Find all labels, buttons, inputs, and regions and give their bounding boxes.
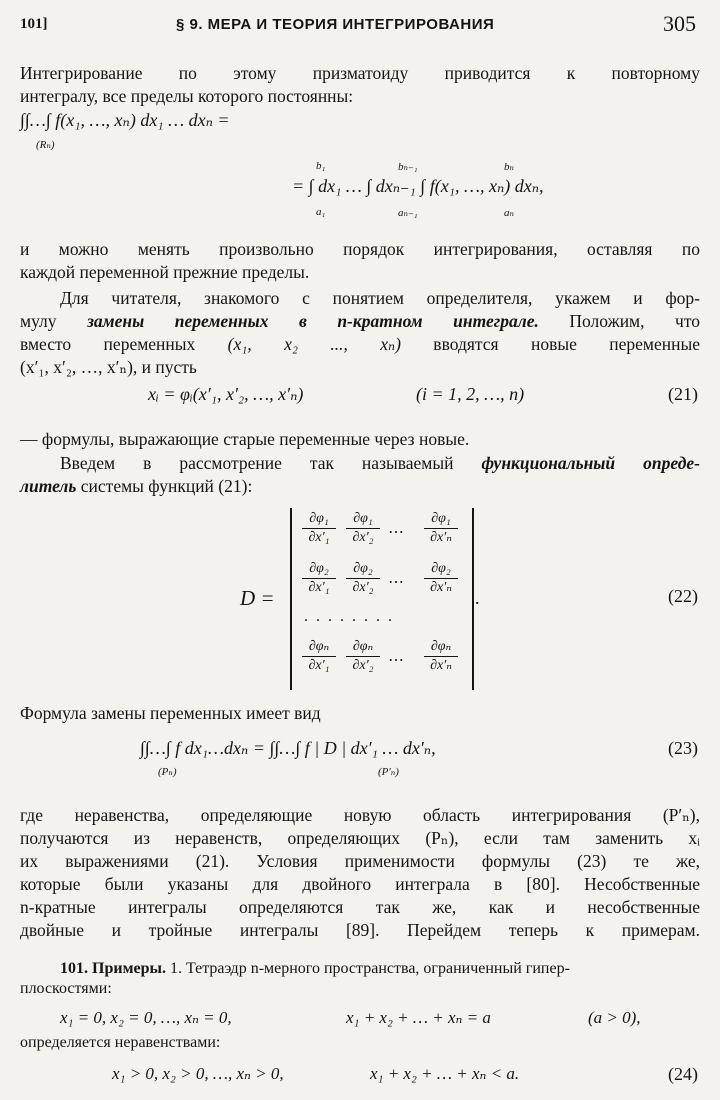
page-number: 305 (663, 11, 696, 36)
ellipsis: ⋯ (388, 524, 404, 541)
paragraph-line: получаются из неравенств, определяющих (Pₙ), если там заменить xᵢ (20, 828, 700, 848)
equation-number: (21) (668, 384, 698, 404)
ellipsis: ⋯ (388, 652, 404, 669)
equation-number: (22) (668, 586, 698, 606)
upper-limit: b₁ (316, 160, 326, 172)
paragraph-line: которые были указаны для двойного интеграла в [80]. Несобственные (20, 874, 700, 894)
paragraph-line: где неравенства, определяющие новую область интегрирования (P′ₙ), (20, 805, 700, 825)
partial-derivative: $\frac{\text{∂φ₁}}{\text{∂x′₁}}$ (302, 510, 336, 547)
equation-23: ∫∫…∫ f dx₁…dxₙ = ∫∫…∫ f | D | dx′₁ … dx′ₙ, (140, 738, 436, 758)
paragraph-line: Интегрирование по этому призматоиду приводится к повторному (20, 63, 700, 83)
example-line: определяется неравенствами: (20, 1034, 221, 1051)
paragraph-line: интегралу, все пределы которого постоянны: (20, 86, 354, 106)
equation-21-condition: (i = 1, 2, …, n) (416, 384, 525, 404)
paragraph-line: их выражениями (21). Условия применимости формулы (23) те же, (20, 851, 700, 871)
inequality-sum: x₁ + x₂ + … + xₙ < a. (370, 1064, 520, 1083)
paragraph-line: мулу замены переменных в n-кратном интеграле. Положим, что (20, 311, 701, 331)
paragraph-line: Введем в рассмотрение так называемый функциональный опреде- (60, 453, 700, 473)
equation-condition: (a > 0), (588, 1008, 641, 1027)
example-line: плоскостями: (20, 980, 112, 997)
section-ref: 101] (20, 16, 48, 32)
example-title: 101. Примеры. (60, 960, 166, 977)
paragraph-line: вместо переменных (x₁, x₂ ..., xₙ) вводятся новые переменные (20, 334, 701, 354)
inequalities: x₁ > 0, x₂ > 0, …, xₙ > 0, (112, 1064, 284, 1083)
paragraph-line: (x′₁, x′₂, …, x′ₙ), и пусть (20, 357, 197, 377)
equation-repeated-integral-rhs: = ∫ dx₁ … ∫ dxₙ₋₁ ∫ f(x₁, …, xₙ) dxₙ, (292, 176, 544, 196)
upper-limit: bₙ (504, 161, 514, 173)
partial-derivative: $\frac{\text{∂φ₁}}{\text{∂x′ₙ}}$ (424, 510, 458, 547)
paragraph-line: каждой переменной прежние пределы. (20, 262, 310, 282)
equation-number: (23) (668, 738, 698, 758)
partial-derivative: $\frac{\text{∂φₙ}}{\text{∂x′₂}}$ (346, 638, 380, 675)
paragraph-line: Формула замены переменных имеет вид (20, 703, 321, 723)
period-mark: . (475, 588, 480, 608)
paragraph-line: двойные и тройные интегралы [89]. Перейдем теперь к примерам. (20, 920, 700, 940)
running-header: § 9. МЕРА И ТЕОРИЯ ИНТЕГРИРОВАНИЯ (176, 16, 495, 33)
determinant-label: D = (240, 586, 275, 610)
lower-limit: aₙ (504, 207, 514, 219)
equation-hyperplanes: x₁ = 0, x₂ = 0, …, xₙ = 0, (60, 1008, 232, 1027)
ellipsis: ⋯ (388, 574, 404, 591)
partial-derivative: $\frac{\text{∂φ₂}}{\text{∂x′ₙ}}$ (424, 560, 458, 597)
paragraph-line: литель системы функций (21): (20, 476, 253, 496)
equation-number: (24) (668, 1064, 698, 1084)
paragraph-line: и можно менять произвольно порядок интегрирования, оставляя по (20, 239, 700, 259)
partial-derivative: $\frac{\text{∂φₙ}}{\text{∂x′₁}}$ (302, 638, 336, 675)
region-label: (Pₙ) (158, 766, 177, 778)
region-label: (Rₙ) (36, 139, 55, 151)
paragraph-line: n-кратные интегралы определяются так же, как и несобственные (20, 897, 700, 917)
region-label: (P′ₙ) (378, 766, 399, 778)
partial-derivative: $\frac{\text{∂φₙ}}{\text{∂x′ₙ}}$ (424, 638, 458, 675)
equation-repeated-integral-lhs: ∫∫…∫ f(x₁, …, xₙ) dx₁ … dxₙ = (20, 110, 230, 130)
emphasis: литель (20, 476, 77, 496)
paragraph-line: — формулы, выражающие старые переменные через новые. (20, 429, 470, 449)
row-ellipsis: . . . . . . . . (304, 608, 394, 625)
lower-limit: aₙ₋₁ (398, 207, 418, 219)
equation-hyperplane-sum: x₁ + x₂ + … + xₙ = a (346, 1008, 491, 1027)
paragraph-line: Для читателя, знакомого с понятием определителя, укажем и фор- (60, 288, 700, 308)
partial-derivative: $\frac{\text{∂φ₂}}{\text{∂x′₂}}$ (346, 560, 380, 597)
jacobian-determinant (290, 508, 474, 690)
upper-limit: bₙ₋₁ (398, 161, 418, 173)
emphasis: функциональный опреде- (481, 453, 700, 473)
lower-limit: a₁ (316, 206, 326, 218)
partial-derivative: $\frac{\text{∂φ₁}}{\text{∂x′₂}}$ (346, 510, 380, 547)
emphasis: замены переменных в n-кратном интеграле. (87, 311, 539, 331)
example-heading-line: 101. Примеры. 1. Тетраэдр n-мерного пространства, ограниченный гипер- (60, 960, 570, 977)
equation-21: xᵢ = φᵢ(x′₁, x′₂, …, x′ₙ) (148, 384, 304, 404)
partial-derivative: $\frac{\text{∂φ₂}}{\text{∂x′₁}}$ (302, 560, 336, 597)
